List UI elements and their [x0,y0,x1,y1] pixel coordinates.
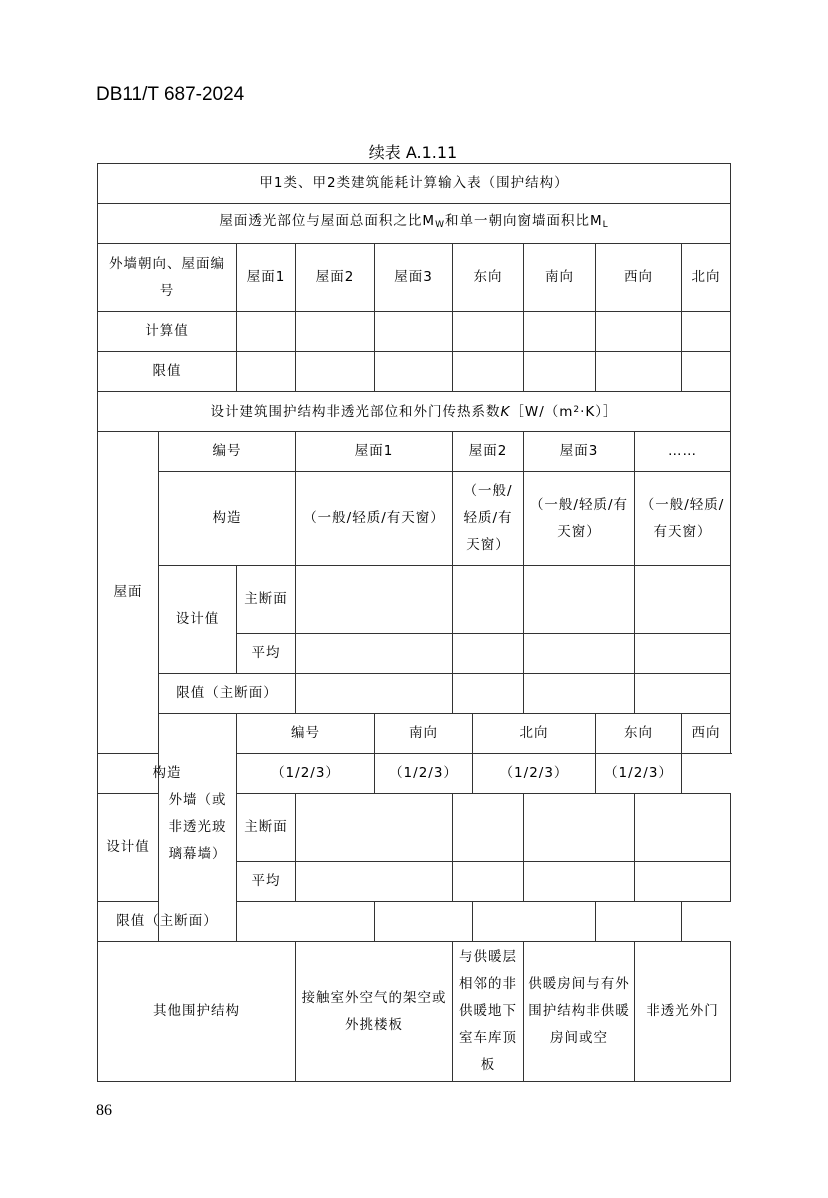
wall-construction: （1/2/3） [473,754,596,794]
wall-id: 西向 [682,714,731,754]
roof-construction: （一般/轻质/有天窗） [296,472,453,566]
wall-construction: （1/2/3） [596,754,682,794]
table-caption: 续表 A.1.11 [368,143,458,162]
wall-label: 外墙（或非透光玻璃幕墙） [159,714,237,942]
other-envelope-item: 非透光外门 [635,942,731,1082]
table-title: 甲1类、甲2类建筑能耗计算输入表（围护结构） [98,164,731,204]
orientation-cell: 屋面2 [296,244,375,312]
calc-value-label: 计算值 [98,312,237,352]
roof-id: 屋面1 [296,432,453,472]
orientation-cell: 西向 [596,244,682,312]
other-envelope-label: 其他围护结构 [98,942,296,1082]
orientation-cell: 北向 [682,244,731,312]
wall-main-section-label: 主断面 [237,794,296,862]
other-envelope-item: 供暖房间与有外围护结构非供暖房间或空 [524,942,635,1082]
wall-limit-label: 限值（主断面） [98,902,237,942]
roof-limit-label: 限值（主断面） [159,674,296,714]
orientation-cell: 屋面1 [237,244,296,312]
roof-construction: （一般/轻质/有天窗） [524,472,635,566]
roof-average-label: 平均 [237,634,296,674]
wall-id-label: 编号 [237,714,375,754]
orientation-cell: 南向 [524,244,596,312]
orientation-header: 外墙朝向、屋面编号 [98,244,237,312]
wall-construction-label: 构造 [98,754,237,794]
wall-design-label: 设计值 [98,794,159,902]
other-envelope-item: 接触室外空气的架空或外挑楼板 [296,942,453,1082]
wall-id: 北向 [473,714,596,754]
ratio-title: 屋面透光部位与屋面总面积之比$M_W$和单一朝向窗墙面积比$M_L$ [98,204,731,244]
other-envelope-item: 与供暖层相邻的非供暖地下室车库顶板 [453,942,524,1082]
roof-construction: （一般/轻质/有天窗） [635,472,731,566]
limit-value-label: 限值 [98,352,237,392]
wall-id: 南向 [375,714,473,754]
roof-id: …… [635,432,731,472]
wall-construction: （1/2/3） [375,754,473,794]
roof-id-label: 编号 [159,432,296,472]
energy-input-table [97,163,731,1082]
roof-main-section-label: 主断面 [237,566,296,634]
orientation-cell: 东向 [453,244,524,312]
roof-construction-label: 构造 [159,472,296,566]
wall-id: 东向 [596,714,682,754]
roof-construction: （一般/轻质/有天窗） [453,472,524,566]
orientation-cell: 屋面3 [375,244,453,312]
roof-id: 屋面2 [453,432,524,472]
roof-design-label: 设计值 [159,566,237,674]
roof-label: 屋面 [98,432,159,754]
page-number: 86 [96,1102,112,1119]
k-title: 设计建筑围护结构非透光部位和外门传热系数$K[W/(m^2\cdot K)]$ [98,392,731,432]
wall-average-label: 平均 [237,862,296,902]
roof-id: 屋面3 [524,432,635,472]
wall-construction: （1/2/3） [237,754,375,794]
standard-number: DB11/T 687-2024 [96,84,245,105]
